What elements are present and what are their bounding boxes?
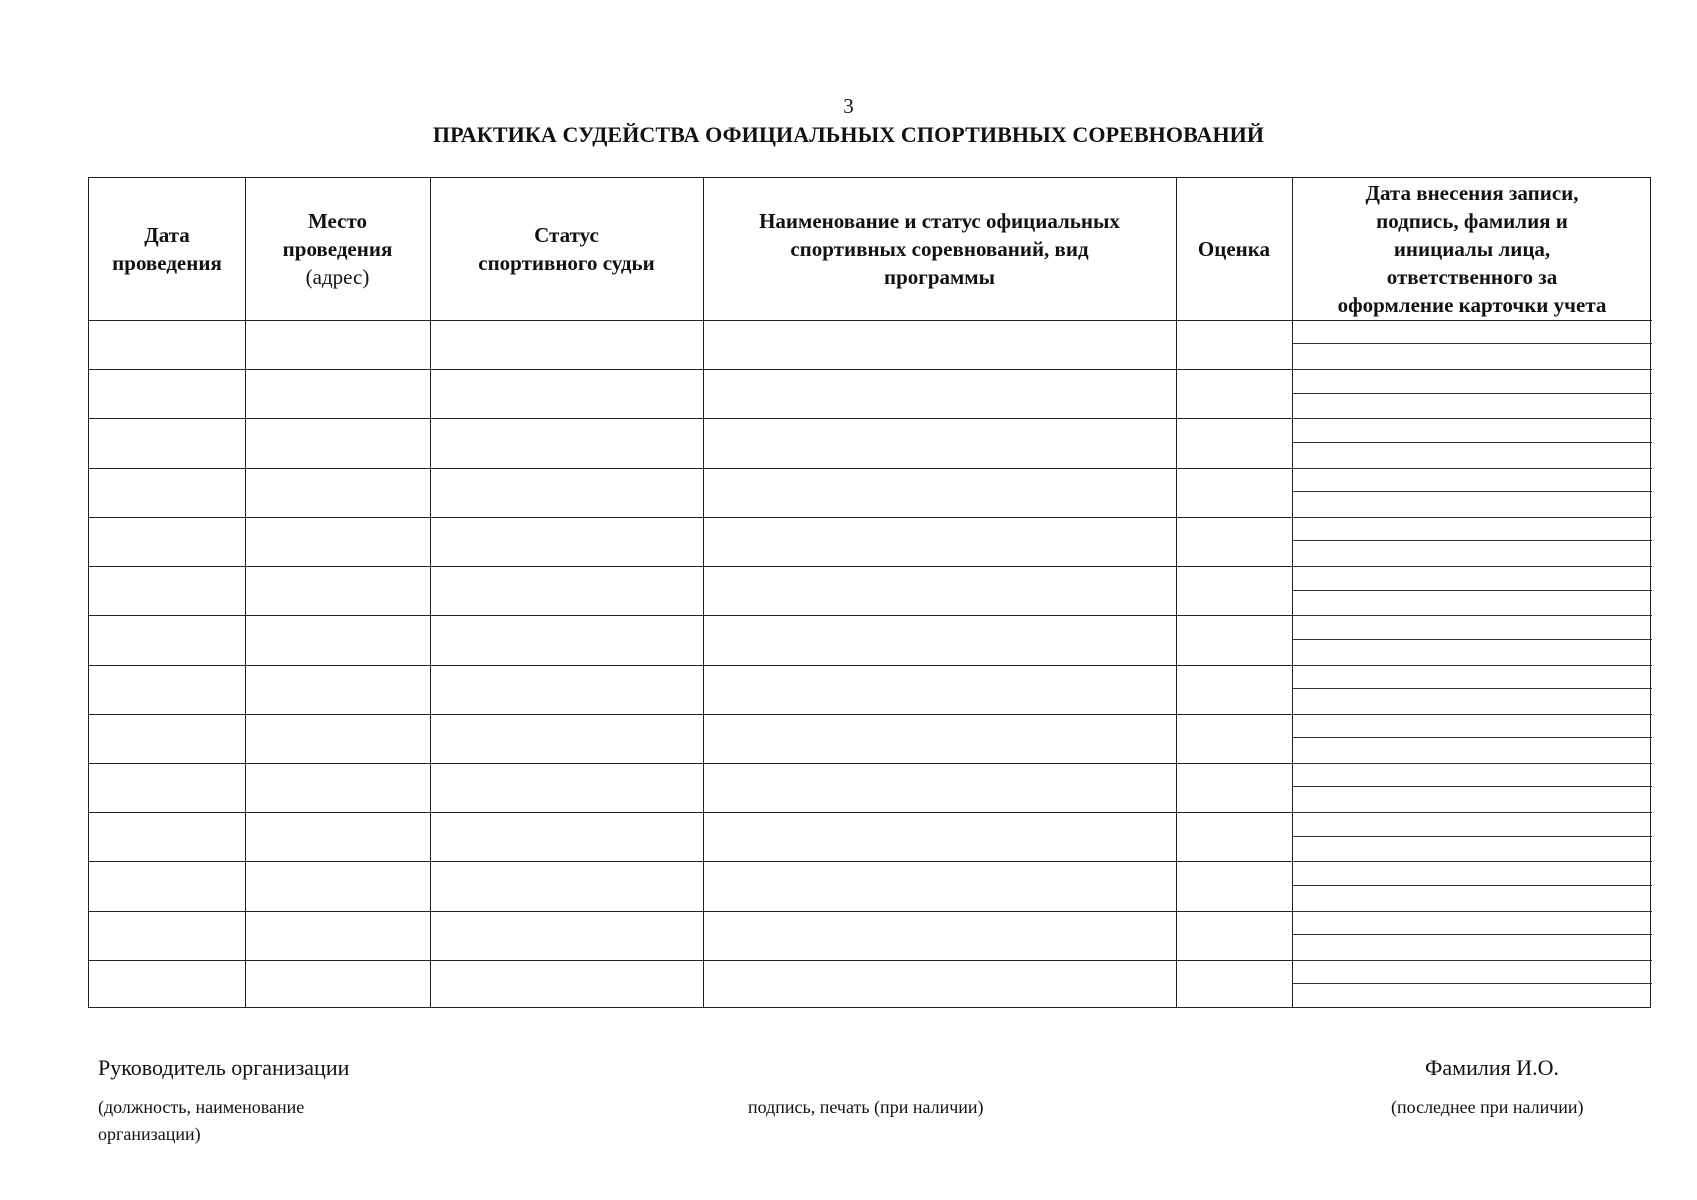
table-cell[interactable]	[703, 763, 1176, 812]
table-cell[interactable]	[703, 665, 1176, 714]
table-cell[interactable]	[1292, 320, 1652, 369]
footer-right-note: (последнее при наличии)	[1391, 1097, 1584, 1117]
table-cell[interactable]	[245, 911, 430, 960]
header-text: проведения	[282, 237, 393, 261]
header-text: Дата внесения записи,	[1365, 181, 1579, 205]
table-cell[interactable]	[703, 566, 1176, 615]
table-cell[interactable]	[430, 812, 703, 861]
table-cell[interactable]	[245, 861, 430, 910]
header-text: программы	[884, 265, 995, 289]
table-cell[interactable]	[1292, 369, 1652, 418]
table-cell[interactable]	[430, 911, 703, 960]
table-cell[interactable]	[703, 320, 1176, 369]
header-text: спортивных соревнований, вид	[790, 237, 1089, 261]
table-cell[interactable]	[1292, 566, 1652, 615]
table-cell[interactable]	[89, 861, 245, 910]
table-cell[interactable]	[703, 960, 1176, 1009]
table-cell[interactable]	[245, 320, 430, 369]
table-cell[interactable]	[245, 615, 430, 664]
table-cell[interactable]	[1176, 960, 1292, 1009]
header-text: инициалы лица,	[1393, 237, 1551, 261]
table-cell[interactable]	[89, 566, 245, 615]
table-cell[interactable]	[245, 517, 430, 566]
table-cell[interactable]	[1176, 566, 1292, 615]
table-cell[interactable]	[89, 911, 245, 960]
table-cell[interactable]	[1292, 960, 1652, 1009]
table-cell[interactable]	[430, 763, 703, 812]
table-cell[interactable]	[245, 369, 430, 418]
table-cell[interactable]	[430, 566, 703, 615]
header-text: Наименование и статус официальных	[759, 209, 1120, 233]
table-cell[interactable]	[1292, 763, 1652, 812]
header-text: Дата	[144, 223, 190, 247]
table-cell[interactable]	[703, 911, 1176, 960]
table-cell[interactable]	[430, 960, 703, 1009]
table-cell[interactable]	[89, 960, 245, 1009]
header-text: Место	[308, 209, 367, 233]
table-cell[interactable]	[245, 566, 430, 615]
table-cell[interactable]	[1176, 418, 1292, 467]
table-cell[interactable]	[245, 468, 430, 517]
table-cell[interactable]	[1292, 665, 1652, 714]
page-number: 3	[843, 94, 854, 118]
table-cell[interactable]	[430, 615, 703, 664]
table-cell[interactable]	[245, 763, 430, 812]
footer-left-title: Руководитель организации	[98, 1055, 350, 1080]
table-cell[interactable]	[1176, 714, 1292, 763]
table-cell[interactable]	[1292, 615, 1652, 664]
header-text: спортивного судьи	[478, 251, 655, 275]
table-cell[interactable]	[89, 763, 245, 812]
table-cell[interactable]	[1292, 812, 1652, 861]
header-text: подпись, фамилия и	[1376, 209, 1568, 233]
table-cell[interactable]	[1292, 714, 1652, 763]
table-cell[interactable]	[703, 861, 1176, 910]
page-title: ПРАКТИКА СУДЕЙСТВА ОФИЦИАЛЬНЫХ СПОРТИВНЫХ СОРЕВНОВАНИЙ	[432, 122, 1265, 147]
table-cell[interactable]	[89, 517, 245, 566]
table-cell[interactable]	[1176, 320, 1292, 369]
table-cell[interactable]	[245, 665, 430, 714]
header-text: проведения	[112, 251, 222, 275]
table-cell[interactable]	[1292, 418, 1652, 467]
table-cell[interactable]	[1292, 911, 1652, 960]
footer-right-title: Фамилия И.О.	[1425, 1055, 1559, 1080]
header-text: Оценка	[1197, 237, 1271, 261]
table-cell[interactable]	[1292, 517, 1652, 566]
table-cell[interactable]	[245, 812, 430, 861]
table-cell[interactable]	[1292, 468, 1652, 517]
header-text: ответственного за	[1386, 265, 1558, 289]
header-place	[245, 178, 430, 320]
table-cell[interactable]	[430, 714, 703, 763]
header-note: (адрес)	[305, 265, 370, 289]
table-cell[interactable]	[245, 960, 430, 1009]
header-grade	[1176, 178, 1292, 320]
table-cell[interactable]	[245, 714, 430, 763]
header-competition-name	[703, 178, 1176, 320]
judging-practice-table	[88, 177, 1651, 1008]
table-cell[interactable]	[703, 812, 1176, 861]
table-cell[interactable]	[89, 714, 245, 763]
footer-signature-note: подпись, печать (при наличии)	[748, 1097, 984, 1117]
table-cell[interactable]	[703, 468, 1176, 517]
header-judge-status	[430, 178, 703, 320]
table-cell[interactable]	[703, 517, 1176, 566]
table-cell[interactable]	[703, 369, 1176, 418]
table-cell[interactable]	[1176, 911, 1292, 960]
table-cell[interactable]	[430, 861, 703, 910]
table-cell[interactable]	[89, 468, 245, 517]
table-cell[interactable]	[245, 418, 430, 467]
table-cell[interactable]	[89, 665, 245, 714]
table-cell[interactable]	[430, 468, 703, 517]
table-cell[interactable]	[430, 517, 703, 566]
table-cell[interactable]	[430, 320, 703, 369]
table-cell[interactable]	[1176, 369, 1292, 418]
table-cell[interactable]	[430, 369, 703, 418]
table-cell[interactable]	[430, 665, 703, 714]
table-cell[interactable]	[1176, 763, 1292, 812]
header-text: Статус	[534, 223, 599, 247]
table-cell[interactable]	[703, 714, 1176, 763]
table-cell[interactable]	[1176, 517, 1292, 566]
footer-left-note-line2: организации)	[98, 1124, 201, 1144]
table-cell[interactable]	[89, 369, 245, 418]
table-cell[interactable]	[89, 812, 245, 861]
table-cell[interactable]	[89, 418, 245, 467]
header-record-signature	[1292, 178, 1652, 320]
table-cell[interactable]	[89, 320, 245, 369]
table-cell[interactable]	[1292, 861, 1652, 910]
footer-left-note	[98, 1094, 304, 1148]
table-cell[interactable]	[1176, 812, 1292, 861]
table-cell[interactable]	[703, 418, 1176, 467]
table-cell[interactable]	[1176, 468, 1292, 517]
table-cell[interactable]	[430, 418, 703, 467]
header-text: оформление карточки учета	[1337, 293, 1607, 317]
table-cell[interactable]	[703, 615, 1176, 664]
header-date	[89, 178, 245, 320]
table-cell[interactable]	[1176, 665, 1292, 714]
table-cell[interactable]	[1176, 615, 1292, 664]
table-cell[interactable]	[1176, 861, 1292, 910]
footer-left-note-line1: (должность, наименование	[98, 1097, 305, 1117]
table-cell[interactable]	[89, 615, 245, 664]
